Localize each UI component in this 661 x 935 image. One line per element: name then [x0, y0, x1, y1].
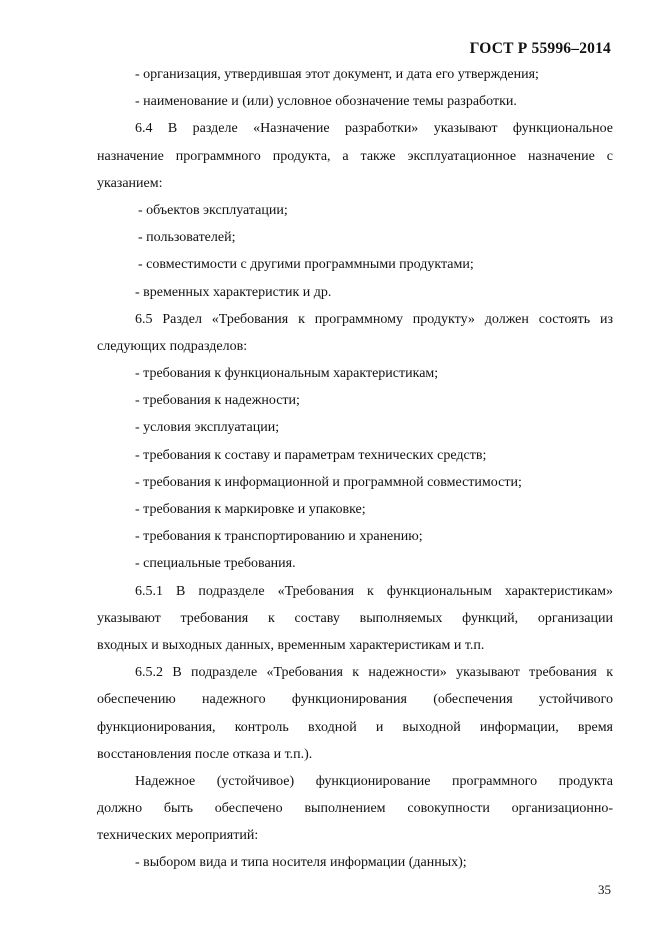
- paragraph-line: технических мероприятий:: [97, 828, 259, 844]
- standard-designation: ГОСТ Р 55996–2014: [469, 40, 611, 57]
- list-item: - организация, утвердившая этот документ, и дата его утверждения;: [135, 67, 539, 82]
- paragraph-line: 6.4 В разделе «Назначение разработки» указывают функциональное: [135, 121, 613, 137]
- page-number: 35: [598, 882, 611, 897]
- list-item: - требования к надежности;: [135, 393, 300, 409]
- list-item: - требования к функциональным характеристикам;: [135, 366, 439, 382]
- paragraph-line: Надежное (устойчивое) функционирование программного продукта: [135, 773, 613, 789]
- list-item: - условия эксплуатации;: [135, 420, 280, 436]
- paragraph-line: обеспечению надежного функционирования (обеспечения устойчивого: [97, 692, 613, 708]
- paragraph-line: 6.5.1 В подразделе «Требования к функциональным характеристикам»: [135, 583, 613, 599]
- paragraph-line: входных и выходных данных, временным характеристикам и т.п.: [97, 637, 485, 653]
- list-item: - объектов эксплуатации;: [138, 202, 288, 218]
- list-item: - выбором вида и типа носителя информации (данных);: [135, 855, 467, 871]
- paragraph-line: 6.5.2 В подразделе «Требования к надежности» указывают требования к: [135, 665, 613, 681]
- document-body: [97, 61, 613, 877]
- paragraph-line: восстановления после отказа и т.п.).: [97, 746, 313, 762]
- list-item: - специальные требования.: [135, 556, 296, 572]
- list-item: - требования к информационной и программной совместимости;: [135, 474, 522, 490]
- list-item: - требования к маркировке и упаковке;: [135, 502, 366, 517]
- list-item: - требования к транспортированию и хранению;: [135, 529, 423, 545]
- list-item: - требования к составу и параметрам технических средств;: [135, 447, 487, 463]
- list-item: - временных характеристик и др.: [135, 284, 332, 300]
- paragraph-line: следующих подразделов:: [97, 338, 248, 354]
- list-item: - пользователей;: [138, 230, 236, 246]
- paragraph-line: должно быть обеспечено выполнением совокупности организационно-: [97, 801, 613, 817]
- paragraph-line: назначение программного продукта, а также эксплуатационное назначение с: [97, 148, 613, 164]
- paragraph-line: функционирования, контроль входной и выходной информации, время: [97, 719, 613, 735]
- list-item: - совместимости с другими программными продуктами;: [138, 257, 474, 273]
- list-item: - наименование и (или) условное обозначение темы разработки.: [135, 94, 517, 110]
- paragraph-line: указанием:: [97, 175, 163, 191]
- paragraph-line: указывают требования к составу выполняемых функций, организации: [97, 610, 613, 626]
- paragraph-line: 6.5 Раздел «Требования к программному продукту» должен состоять из: [135, 311, 613, 327]
